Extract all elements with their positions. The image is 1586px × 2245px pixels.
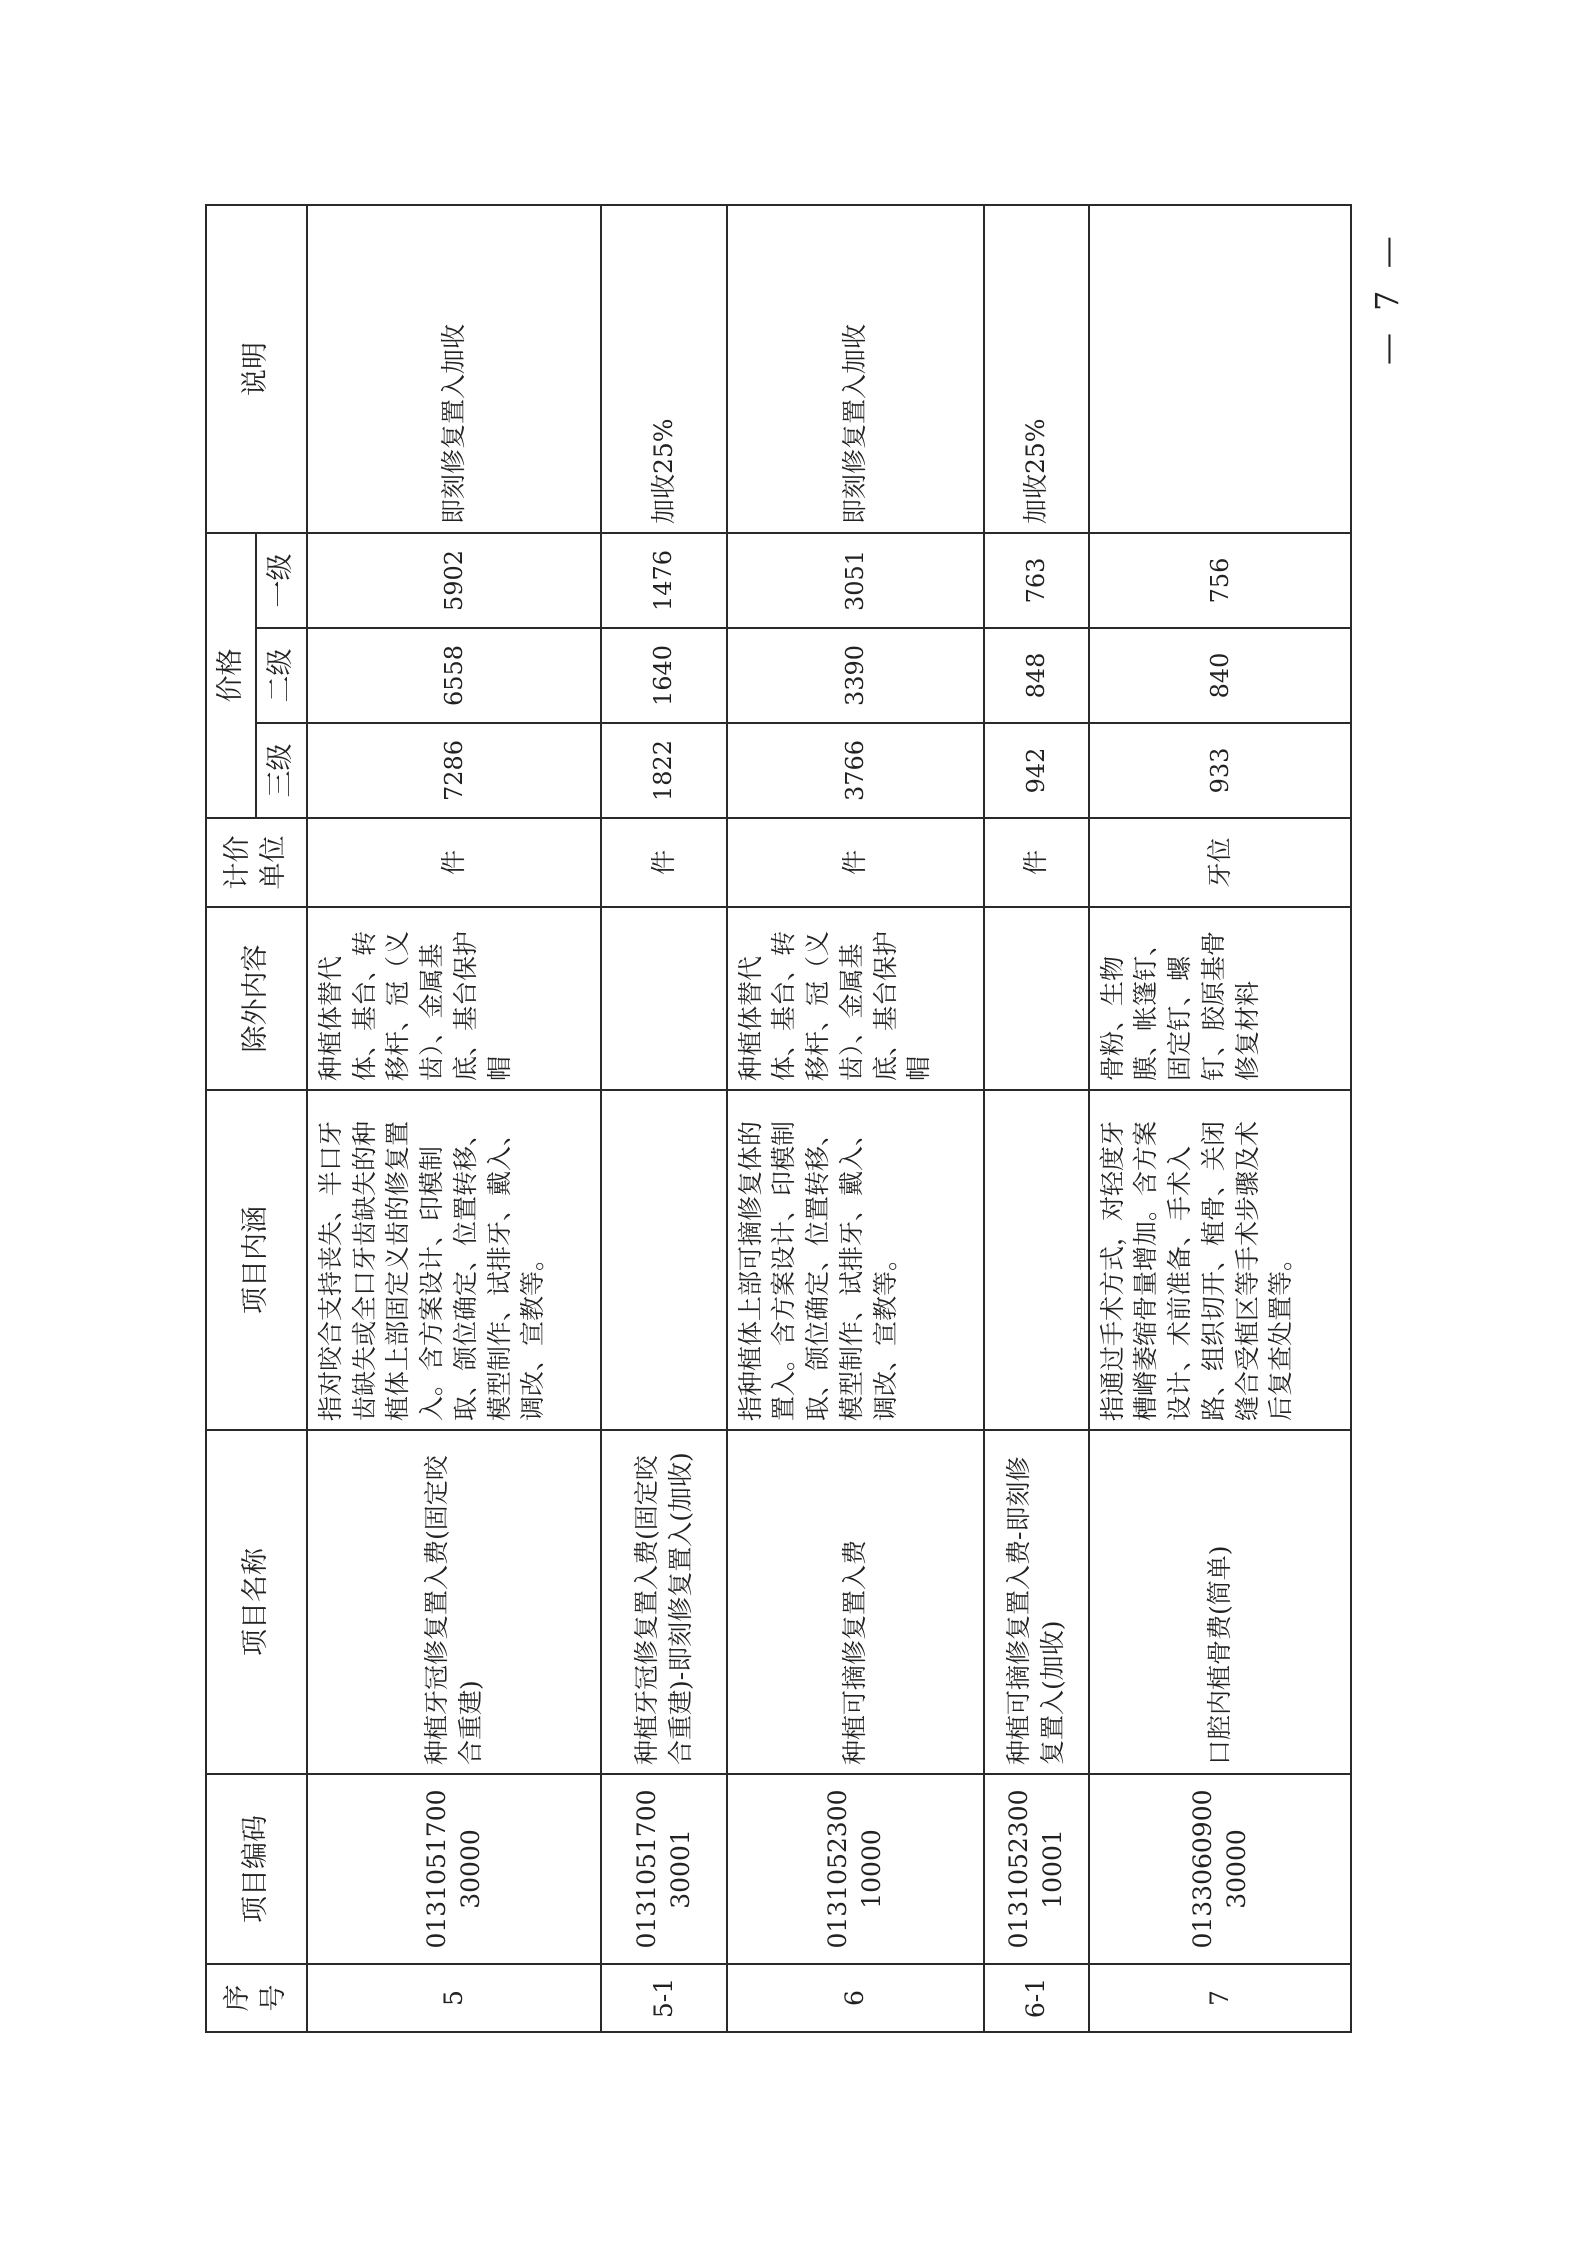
- row-name: 种植牙冠修复置入费(固定咬合重建)-即刻修复置入(加收): [601, 1430, 727, 1774]
- row-excluded: 骨粉、生物膜、帐篷钉、固定钉、螺钉、胶原基骨修复材料: [1089, 907, 1351, 1090]
- row-price-level1: 763: [984, 533, 1089, 628]
- row-seq: 5-1: [601, 1964, 727, 2032]
- header-unit: 计价单位: [206, 818, 307, 907]
- header-level3: 三级: [256, 723, 306, 818]
- row-price-level1: 5902: [307, 533, 601, 628]
- row-note: 加收25%: [601, 205, 727, 533]
- row-note: [1089, 205, 1351, 533]
- row-unit: 件: [601, 818, 727, 907]
- row-name: 种植牙冠修复置入费(固定咬合重建): [307, 1430, 601, 1774]
- row-name: 口腔内植骨费(简单): [1089, 1430, 1351, 1774]
- header-level2: 二级: [256, 628, 306, 723]
- row-unit: 件: [984, 818, 1089, 907]
- row-note: 即刻修复置入加收: [307, 205, 601, 533]
- row-price-level3: 1822: [601, 723, 727, 818]
- header-note: 说明: [206, 205, 307, 533]
- row-price-level3: 933: [1089, 723, 1351, 818]
- row-code: 013105230010001: [984, 1774, 1089, 1964]
- row-price-level3: 3766: [727, 723, 984, 818]
- row-code: 013105170030001: [601, 1774, 727, 1964]
- row-price-level3: 7286: [307, 723, 601, 818]
- table-row: [307, 205, 601, 2032]
- row-price-level2: 848: [984, 628, 1089, 723]
- row-price-level1: 1476: [601, 533, 727, 628]
- row-content: 指通过手术方式，对轻度牙槽嵴萎缩骨量增加。含方案设计、术前准备、手术入路、组织切开、植骨、关闭缝合受植区等手术步骤及术后复查处置等。: [1089, 1090, 1351, 1430]
- row-note: 即刻修复置入加收: [727, 205, 984, 533]
- row-name: 种植可摘修复置入费-即刻修复置入(加收): [984, 1430, 1089, 1774]
- row-price-level1: 3051: [727, 533, 984, 628]
- row-price-level2: 840: [1089, 628, 1351, 723]
- row-price-level2: 6558: [307, 628, 601, 723]
- row-content: 指对咬合支持丧失、半口牙齿缺失或全口牙齿缺失的种植体上部固定义齿的修复置入。含方案设计、印模制取、颌位确定、位置转移、模型制作、试排牙、戴入、调改、宣教等。: [307, 1090, 601, 1430]
- row-price-level2: 1640: [601, 628, 727, 723]
- row-unit: 件: [307, 818, 601, 907]
- row-excluded: [601, 907, 727, 1090]
- row-seq: 7: [1089, 1964, 1351, 2032]
- row-excluded: [984, 907, 1089, 1090]
- header-excluded: 除外内容: [206, 907, 307, 1090]
- row-name: 种植可摘修复置入费: [727, 1430, 984, 1774]
- table-row: [1089, 205, 1351, 2032]
- row-excluded: 种植体替代体、基台、转移杆、冠（义齿）、金属基底、基台保护帽: [307, 907, 601, 1090]
- row-content: [984, 1090, 1089, 1430]
- row-content: [601, 1090, 727, 1430]
- row-excluded: 种植体替代体、基台、转移杆、冠（义齿）、金属基底、基台保护帽: [727, 907, 984, 1090]
- header-level1: 一级: [256, 533, 306, 628]
- header-price: 价格: [206, 533, 256, 818]
- header-name: 项目名称: [206, 1430, 307, 1774]
- table-row: [727, 205, 984, 2032]
- header-content: 项目内涵: [206, 1090, 307, 1430]
- table-row: [984, 205, 1089, 2032]
- row-seq: 6-1: [984, 1964, 1089, 2032]
- row-code: 013306090030000: [1089, 1774, 1351, 1964]
- row-seq: 5: [307, 1964, 601, 2032]
- row-price-level2: 3390: [727, 628, 984, 723]
- header-code: 项目编码: [206, 1774, 307, 1964]
- table-row: [601, 205, 727, 2032]
- row-unit: 件: [727, 818, 984, 907]
- fee-table: [205, 204, 1352, 2033]
- page-number: — 7 —: [1368, 230, 1406, 365]
- row-seq: 6: [727, 1964, 984, 2032]
- row-unit: 牙位: [1089, 818, 1351, 907]
- row-price-level1: 756: [1089, 533, 1351, 628]
- row-note: 加收25%: [984, 205, 1089, 533]
- row-code: 013105230010000: [727, 1774, 984, 1964]
- row-code: 013105170030000: [307, 1774, 601, 1964]
- header-seq: 序号: [206, 1964, 307, 2032]
- row-price-level3: 942: [984, 723, 1089, 818]
- row-content: 指种植体上部可摘修复体的置入。含方案设计、印模制取、颌位确定、位置转移、模型制作、试排牙、戴入、调改、宣教等。: [727, 1090, 984, 1430]
